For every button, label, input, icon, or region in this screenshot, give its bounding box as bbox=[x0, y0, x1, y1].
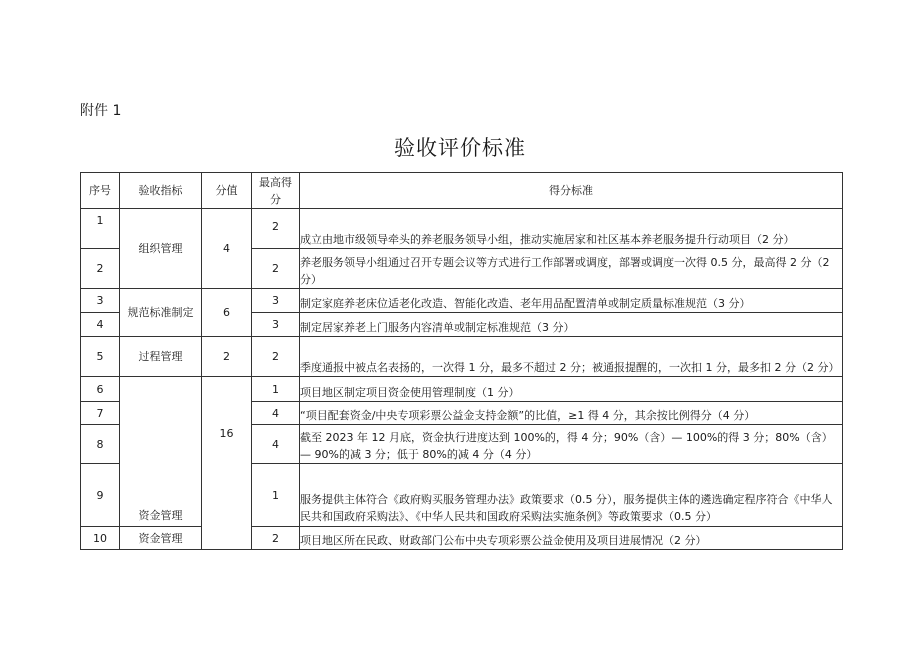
row-max: 4 bbox=[252, 425, 300, 464]
row-max: 3 bbox=[252, 289, 300, 313]
row-criteria: 成立由地市级领导牵头的养老服务领导小组，推动实施居家和社区基本养老服务提升行动项目（2 分） bbox=[300, 209, 843, 249]
row-indicator: 规范标准制定 bbox=[120, 289, 202, 337]
row-criteria: 制定家庭养老床位适老化改造、智能化改造、老年用品配置清单或制定质量标准规范（3 分） bbox=[300, 289, 843, 313]
header-indicator: 验收指标 bbox=[120, 173, 202, 209]
row-no: 9 bbox=[81, 464, 120, 527]
table-row bbox=[81, 289, 843, 313]
header-score: 分值 bbox=[202, 173, 252, 209]
evaluation-table bbox=[80, 172, 843, 550]
row-indicator: 组织管理 bbox=[120, 209, 202, 289]
row-criteria: 季度通报中被点名表扬的，一次得 1 分，最多不超过 2 分；被通报提醒的，一次扣 1 分，最多扣 2 分（2 分） bbox=[300, 337, 843, 377]
header-max: 最高得分 bbox=[252, 173, 300, 209]
row-no: 3 bbox=[81, 289, 120, 313]
row-no: 7 bbox=[81, 402, 120, 425]
row-max: 1 bbox=[252, 377, 300, 402]
row-criteria: 项目地区制定项目资金使用管理制度（1 分） bbox=[300, 377, 843, 402]
row-max: 1 bbox=[252, 464, 300, 527]
row-no: 4 bbox=[81, 313, 120, 337]
row-no: 1 bbox=[81, 209, 120, 249]
row-indicator: 资金管理 bbox=[120, 377, 202, 527]
row-no: 6 bbox=[81, 377, 120, 402]
row-max: 2 bbox=[252, 527, 300, 550]
row-indicator: 过程管理 bbox=[120, 337, 202, 377]
row-no: 2 bbox=[81, 249, 120, 289]
row-criteria: 制定居家养老上门服务内容清单或制定标准规范（3 分） bbox=[300, 313, 843, 337]
row-max: 2 bbox=[252, 249, 300, 289]
row-criteria: 截至 2023 年 12 月底，资金执行进度达到 100%的，得 4 分；90%（含）— 100%的得 3 分；80%（含）— 90%的减 3 分；低于 80%的减 4 分（4 分） bbox=[300, 425, 843, 464]
row-criteria: 服务提供主体符合《政府购买服务管理办法》政策要求（0.5 分），服务提供主体的遴选确定程序符合《中华人民共和国政府采购法》、《中华人民共和国政府采购法实施条例》等政策要求（0.5 分） bbox=[300, 464, 843, 527]
page-title: 验收评价标准 bbox=[394, 136, 526, 160]
row-score: 4 bbox=[202, 209, 252, 289]
row-no: 8 bbox=[81, 425, 120, 464]
row-max: 2 bbox=[252, 209, 300, 249]
table-row bbox=[81, 209, 843, 249]
row-max: 2 bbox=[252, 337, 300, 377]
row-criteria: 项目地区所在民政、财政部门公布中央专项彩票公益金使用及项目进展情况（2 分） bbox=[300, 527, 843, 550]
row-max: 4 bbox=[252, 402, 300, 425]
row-score: 6 bbox=[202, 289, 252, 337]
row-no: 5 bbox=[81, 337, 120, 377]
row-score: 16 bbox=[202, 377, 252, 550]
row-indicator: 资金管理 bbox=[120, 527, 202, 550]
row-max: 3 bbox=[252, 313, 300, 337]
row-criteria: “项目配套资金/中央专项彩票公益金支持金额”的比值，≥1 得 4 分，其余按比例得分（4 分） bbox=[300, 402, 843, 425]
annex-label: 附件 1 bbox=[80, 103, 122, 119]
table-row bbox=[81, 337, 843, 377]
header-criteria: 得分标准 bbox=[300, 173, 843, 209]
row-score: 2 bbox=[202, 337, 252, 377]
table-row bbox=[81, 377, 843, 402]
table-row bbox=[81, 527, 843, 550]
row-no: 10 bbox=[81, 527, 120, 550]
table-header-row bbox=[81, 173, 843, 209]
row-criteria: 养老服务领导小组通过召开专题会议等方式进行工作部署或调度，部署或调度一次得 0.5 分，最高得 2 分（2 分） bbox=[300, 249, 843, 289]
header-no: 序号 bbox=[81, 173, 120, 209]
